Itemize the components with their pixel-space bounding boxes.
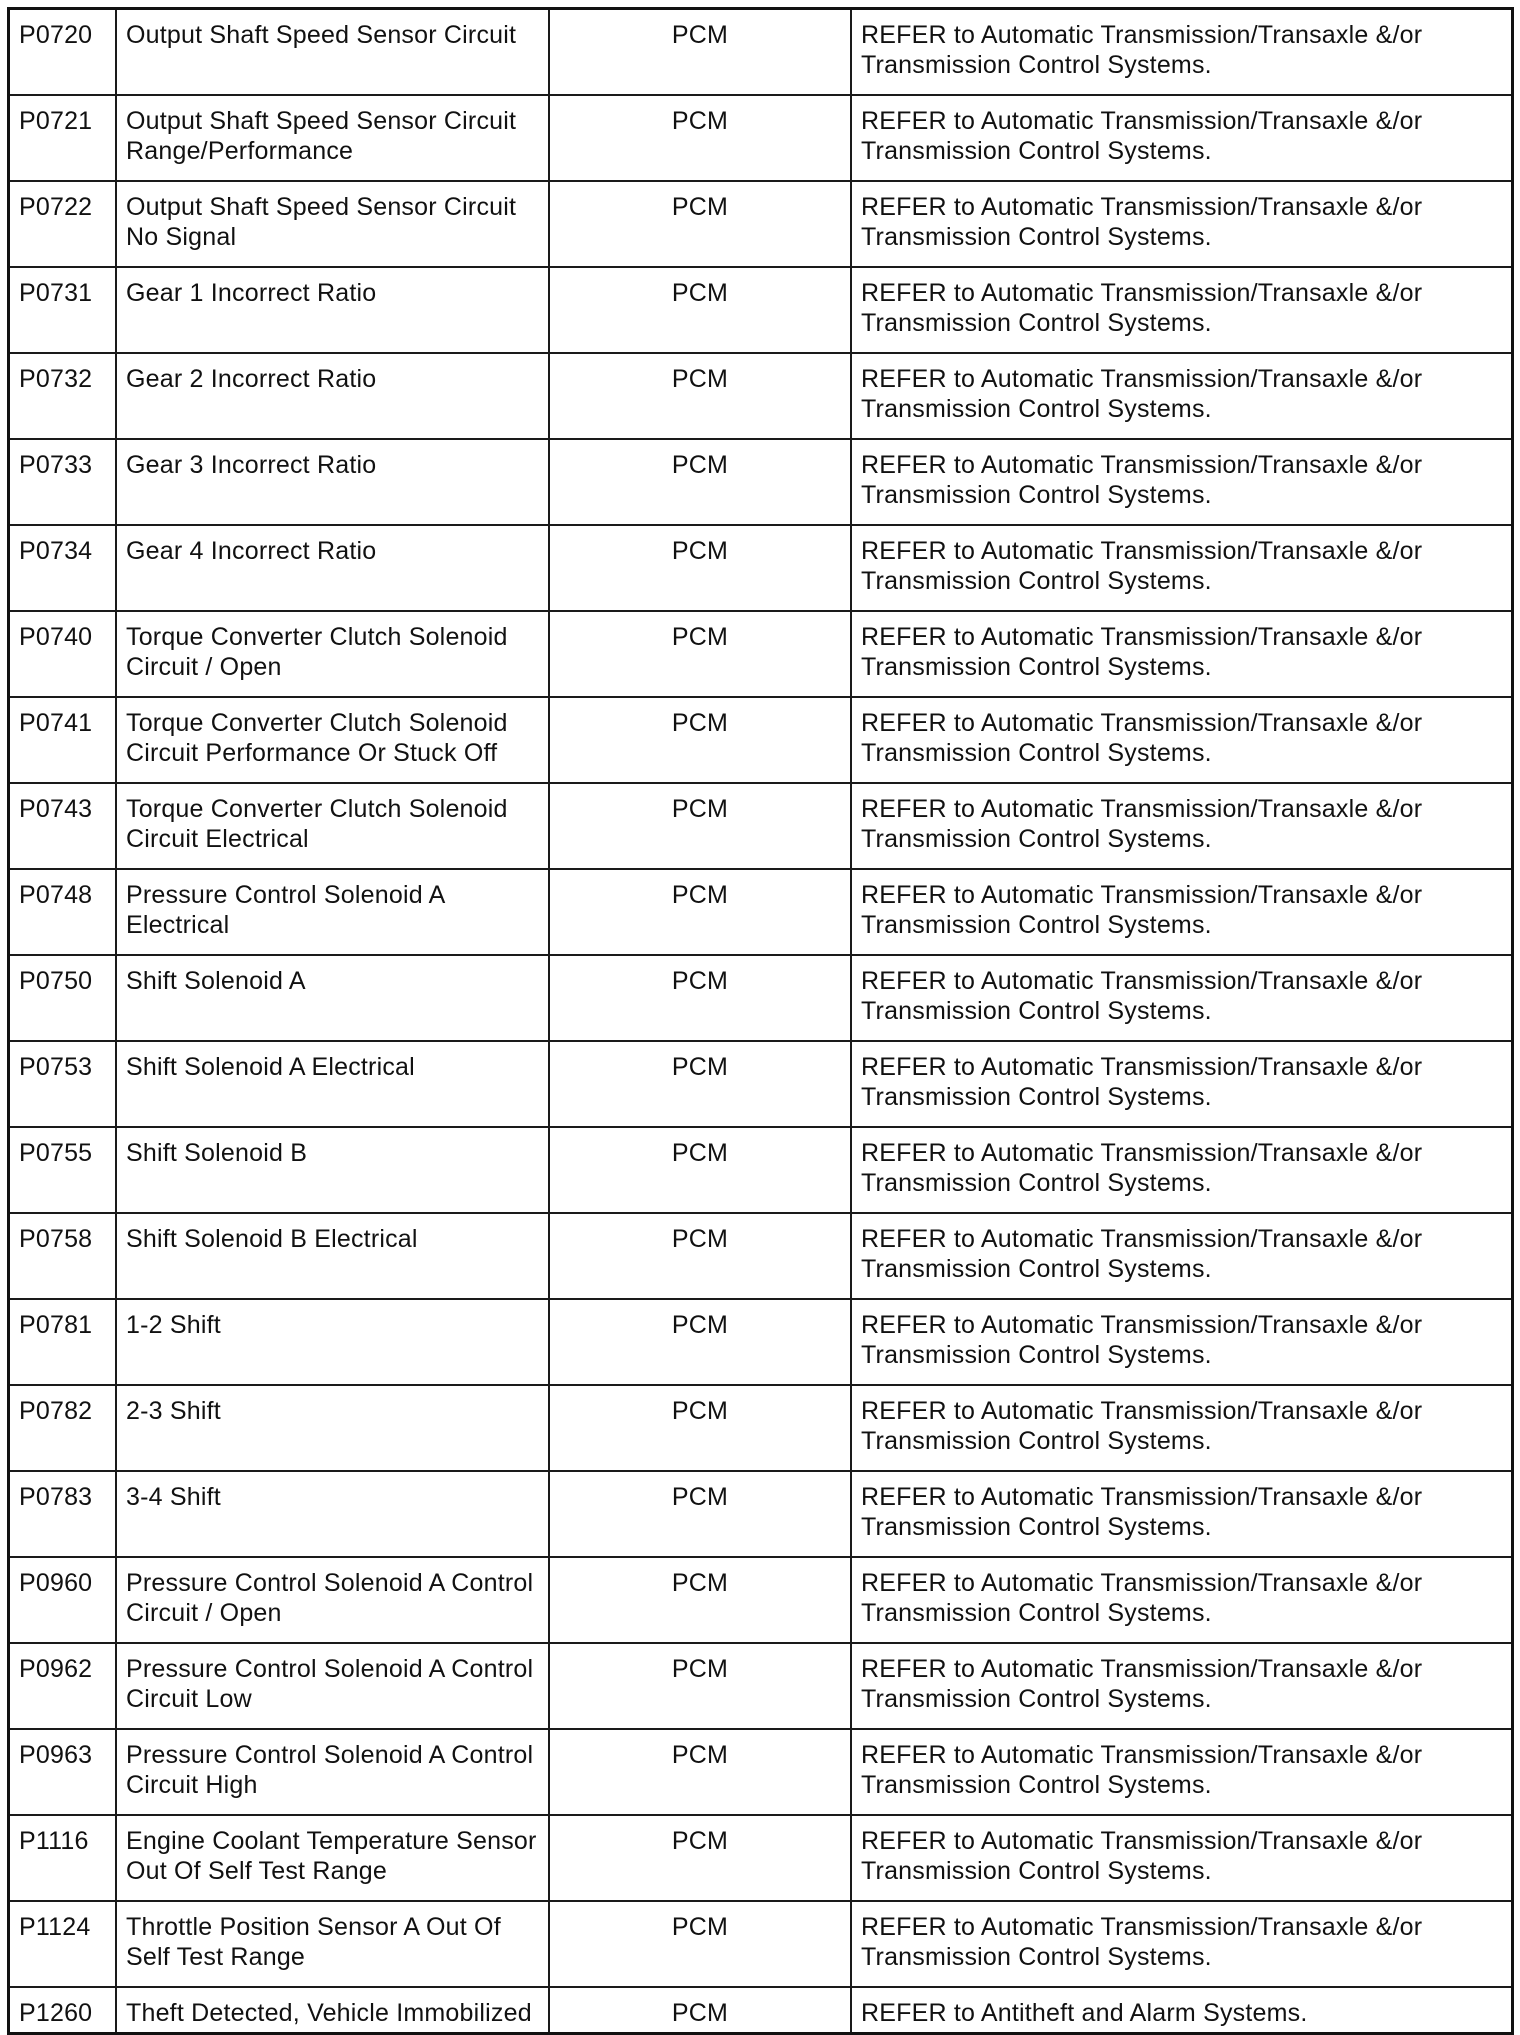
table-row: [9, 1815, 1513, 1901]
dtc-code: P0750: [9, 955, 117, 1041]
dtc-module: PCM: [549, 353, 851, 439]
dtc-description: Pressure Control Solenoid A Control Circuit High: [116, 1729, 549, 1815]
dtc-code: P0733: [9, 439, 117, 525]
dtc-module: PCM: [549, 1729, 851, 1815]
table-row: [9, 697, 1513, 783]
dtc-module: PCM: [549, 1471, 851, 1557]
table-row: [9, 95, 1513, 181]
dtc-module: PCM: [549, 181, 851, 267]
dtc-module: PCM: [549, 1901, 851, 1987]
dtc-table: [7, 7, 1514, 2035]
table-row: [9, 1299, 1513, 1385]
dtc-action: REFER to Automatic Transmission/Transaxle &/or Transmission Control Systems.: [851, 783, 1513, 869]
dtc-description: Torque Converter Clutch Solenoid Circuit Performance Or Stuck Off: [116, 697, 549, 783]
dtc-code: P0753: [9, 1041, 117, 1127]
dtc-code: P0720: [9, 9, 117, 96]
table-row: [9, 1385, 1513, 1471]
dtc-module: PCM: [549, 1987, 851, 2034]
dtc-code: P0960: [9, 1557, 117, 1643]
table-row: [9, 9, 1513, 96]
dtc-module: PCM: [549, 9, 851, 96]
dtc-module: PCM: [549, 955, 851, 1041]
dtc-module: PCM: [549, 525, 851, 611]
dtc-action: REFER to Automatic Transmission/Transaxle &/or Transmission Control Systems.: [851, 1815, 1513, 1901]
dtc-action: REFER to Automatic Transmission/Transaxle &/or Transmission Control Systems.: [851, 439, 1513, 525]
dtc-code: P0963: [9, 1729, 117, 1815]
table-row: [9, 181, 1513, 267]
dtc-code: P0734: [9, 525, 117, 611]
dtc-action: REFER to Automatic Transmission/Transaxle &/or Transmission Control Systems.: [851, 1213, 1513, 1299]
dtc-action: REFER to Automatic Transmission/Transaxle &/or Transmission Control Systems.: [851, 267, 1513, 353]
dtc-code: P1116: [9, 1815, 117, 1901]
dtc-module: PCM: [549, 267, 851, 353]
dtc-description: Output Shaft Speed Sensor Circuit No Signal: [116, 181, 549, 267]
dtc-description: Gear 2 Incorrect Ratio: [116, 353, 549, 439]
dtc-description: Shift Solenoid A Electrical: [116, 1041, 549, 1127]
dtc-code: P0721: [9, 95, 117, 181]
table-row: [9, 267, 1513, 353]
dtc-module: PCM: [549, 1213, 851, 1299]
dtc-action: REFER to Automatic Transmission/Transaxle &/or Transmission Control Systems.: [851, 1385, 1513, 1471]
dtc-module: PCM: [549, 1127, 851, 1213]
dtc-description: Gear 3 Incorrect Ratio: [116, 439, 549, 525]
dtc-action: REFER to Automatic Transmission/Transaxle &/or Transmission Control Systems.: [851, 1471, 1513, 1557]
dtc-description: Torque Converter Clutch Solenoid Circuit / Open: [116, 611, 549, 697]
dtc-action: REFER to Automatic Transmission/Transaxle &/or Transmission Control Systems.: [851, 869, 1513, 955]
dtc-module: PCM: [549, 1041, 851, 1127]
dtc-code: P0758: [9, 1213, 117, 1299]
dtc-description: Torque Converter Clutch Solenoid Circuit Electrical: [116, 783, 549, 869]
dtc-description: Gear 4 Incorrect Ratio: [116, 525, 549, 611]
dtc-description: Shift Solenoid B: [116, 1127, 549, 1213]
dtc-action: REFER to Automatic Transmission/Transaxle &/or Transmission Control Systems.: [851, 955, 1513, 1041]
dtc-action: REFER to Automatic Transmission/Transaxle &/or Transmission Control Systems.: [851, 1299, 1513, 1385]
table-row: [9, 353, 1513, 439]
dtc-code: P0782: [9, 1385, 117, 1471]
table-row: [9, 1557, 1513, 1643]
dtc-module: PCM: [549, 1643, 851, 1729]
dtc-module: PCM: [549, 1557, 851, 1643]
table-row: [9, 1471, 1513, 1557]
dtc-description: Shift Solenoid A: [116, 955, 549, 1041]
dtc-action: REFER to Automatic Transmission/Transaxle &/or Transmission Control Systems.: [851, 95, 1513, 181]
dtc-table-body: [9, 9, 1513, 2034]
table-row: [9, 1643, 1513, 1729]
table-row: [9, 611, 1513, 697]
table-row: [9, 1127, 1513, 1213]
dtc-code: P0731: [9, 267, 117, 353]
dtc-module: PCM: [549, 869, 851, 955]
dtc-action: REFER to Automatic Transmission/Transaxle &/or Transmission Control Systems.: [851, 1127, 1513, 1213]
table-row: [9, 783, 1513, 869]
dtc-code: P0740: [9, 611, 117, 697]
dtc-description: Pressure Control Solenoid A Electrical: [116, 869, 549, 955]
dtc-description: Pressure Control Solenoid A Control Circuit Low: [116, 1643, 549, 1729]
dtc-description: Pressure Control Solenoid A Control Circuit / Open: [116, 1557, 549, 1643]
dtc-module: PCM: [549, 1815, 851, 1901]
table-row: [9, 525, 1513, 611]
dtc-action: REFER to Antitheft and Alarm Systems.: [851, 1987, 1513, 2034]
dtc-description: Output Shaft Speed Sensor Circuit Range/Performance: [116, 95, 549, 181]
dtc-action: REFER to Automatic Transmission/Transaxle &/or Transmission Control Systems.: [851, 697, 1513, 783]
dtc-code: P0783: [9, 1471, 117, 1557]
table-row: [9, 955, 1513, 1041]
dtc-action: REFER to Automatic Transmission/Transaxle &/or Transmission Control Systems.: [851, 1729, 1513, 1815]
dtc-description: Engine Coolant Temperature Sensor Out Of Self Test Range: [116, 1815, 549, 1901]
table-row: [9, 1729, 1513, 1815]
dtc-description: Shift Solenoid B Electrical: [116, 1213, 549, 1299]
dtc-module: PCM: [549, 1299, 851, 1385]
dtc-description: Throttle Position Sensor A Out Of Self Test Range: [116, 1901, 549, 1987]
dtc-action: REFER to Automatic Transmission/Transaxle &/or Transmission Control Systems.: [851, 1557, 1513, 1643]
dtc-module: PCM: [549, 611, 851, 697]
dtc-code: P0748: [9, 869, 117, 955]
dtc-code: P0741: [9, 697, 117, 783]
dtc-module: PCM: [549, 439, 851, 525]
dtc-action: REFER to Automatic Transmission/Transaxle &/or Transmission Control Systems.: [851, 9, 1513, 96]
dtc-code: P1124: [9, 1901, 117, 1987]
table-row: [9, 1213, 1513, 1299]
dtc-description: 3-4 Shift: [116, 1471, 549, 1557]
dtc-code: P0743: [9, 783, 117, 869]
dtc-description: Output Shaft Speed Sensor Circuit: [116, 9, 549, 96]
dtc-description: Theft Detected, Vehicle Immobilized: [116, 1987, 549, 2034]
dtc-description: Gear 1 Incorrect Ratio: [116, 267, 549, 353]
table-row: [9, 439, 1513, 525]
dtc-description: 1-2 Shift: [116, 1299, 549, 1385]
dtc-action: REFER to Automatic Transmission/Transaxle &/or Transmission Control Systems.: [851, 1901, 1513, 1987]
dtc-code: P0722: [9, 181, 117, 267]
table-row: [9, 1901, 1513, 1987]
table-row: [9, 869, 1513, 955]
dtc-module: PCM: [549, 1385, 851, 1471]
dtc-code: P0962: [9, 1643, 117, 1729]
dtc-module: PCM: [549, 783, 851, 869]
dtc-action: REFER to Automatic Transmission/Transaxle &/or Transmission Control Systems.: [851, 611, 1513, 697]
table-row: [9, 1987, 1513, 2034]
dtc-action: REFER to Automatic Transmission/Transaxle &/or Transmission Control Systems.: [851, 353, 1513, 439]
dtc-code: P1260: [9, 1987, 117, 2034]
dtc-code: P0781: [9, 1299, 117, 1385]
dtc-code: P0732: [9, 353, 117, 439]
table-row: [9, 1041, 1513, 1127]
dtc-module: PCM: [549, 95, 851, 181]
dtc-action: REFER to Automatic Transmission/Transaxle &/or Transmission Control Systems.: [851, 1643, 1513, 1729]
dtc-description: 2-3 Shift: [116, 1385, 549, 1471]
dtc-action: REFER to Automatic Transmission/Transaxle &/or Transmission Control Systems.: [851, 525, 1513, 611]
dtc-action: REFER to Automatic Transmission/Transaxle &/or Transmission Control Systems.: [851, 181, 1513, 267]
dtc-module: PCM: [549, 697, 851, 783]
dtc-code: P0755: [9, 1127, 117, 1213]
dtc-action: REFER to Automatic Transmission/Transaxle &/or Transmission Control Systems.: [851, 1041, 1513, 1127]
